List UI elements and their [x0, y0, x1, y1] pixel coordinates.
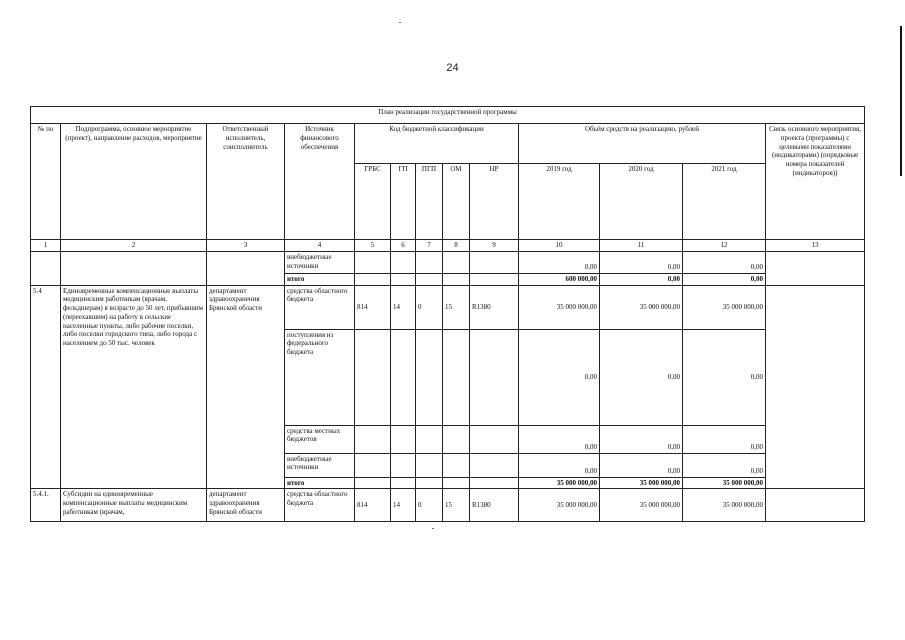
table-row [31, 251, 865, 273]
header-om: ОМ [443, 164, 470, 240]
cell-gp: 14 [391, 285, 416, 329]
cell-value-2021: 35 000 000,00 [683, 285, 766, 329]
cell-value-2019: 0,00 [519, 425, 600, 453]
cell-value-2020: 0,00 [600, 453, 683, 477]
cell-source-total: итого [285, 477, 355, 489]
cell-grbs: 814 [355, 489, 391, 522]
cell-value-2021: 0,00 [683, 273, 766, 285]
cell-source: внебюджетные источники [285, 453, 355, 477]
table-title: План реализации государственной программы [31, 107, 865, 124]
cell-name: Субсидии на единовременные компенсационные выплаты медицинским работникам (врачам, [61, 489, 207, 522]
header-budget-code: Код бюджетной классификации [355, 124, 519, 164]
cell-responsible: департамент здравоохранения Брянской области [207, 489, 285, 522]
cell-name: Единовременные компенсационные выплаты медицинским работникам (врачам, фельдшерам) в возрасте до 50 лет, прибывшим (переехавшим) на работу в сельские населенные пункты, либо рабочие поселки, либо поселки городского типа, либо города с населением до 50 тыс. человек [61, 285, 207, 489]
col-number: 4 [285, 240, 355, 252]
header-2019: 2019 год [519, 164, 600, 240]
cell-name-empty [61, 251, 207, 285]
table-row [31, 285, 865, 329]
page-number: 24 [446, 62, 459, 74]
cell-nr: R1380 [470, 489, 519, 522]
cell-value-2019: 600 000,00 [519, 273, 600, 285]
cell-value-2019: 0,00 [519, 329, 600, 425]
cell-responsible: департамент здравоохранения Брянской области [207, 285, 285, 489]
header-link: Связь основного мероприятия, проекта (программы) с целевыми показателями (индикаторами) (порядковые номера показателей (индикаторов)) [766, 124, 865, 240]
col-number: 6 [391, 240, 416, 252]
cell-num-empty [31, 251, 61, 285]
scan-speck [399, 22, 401, 23]
header-num: № по [31, 124, 61, 240]
header-2021: 2021 год [683, 164, 766, 240]
cell-source: средства областного бюджета [285, 285, 355, 329]
header-2020: 2020 год [600, 164, 683, 240]
cell-gp: 14 [391, 489, 416, 522]
cell-value-2020: 0,00 [600, 273, 683, 285]
cell-link-empty [766, 251, 865, 285]
cell-source: средства областного бюджета [285, 489, 355, 522]
cell-value-2020: 35 000 000,00 [600, 477, 683, 489]
col-number: 13 [766, 240, 865, 252]
cell-source-total: итого [285, 273, 355, 285]
col-number: 3 [207, 240, 285, 252]
col-number: 1 [31, 240, 61, 252]
header-volume: Объём средств на реализацию, рублей [519, 124, 766, 164]
cell-value-2020: 35 000 000,00 [600, 285, 683, 329]
cell-value-2019: 0,00 [519, 453, 600, 477]
cell-value-2019: 0,00 [519, 251, 600, 273]
cell-source: поступления из федерального бюджета [285, 329, 355, 425]
cell-nr: R1380 [470, 285, 519, 329]
col-number: 11 [600, 240, 683, 252]
scan-speck [432, 528, 434, 529]
header-gp: ГП [391, 164, 416, 240]
cell-value-2020: 0,00 [600, 251, 683, 273]
cell-link-empty [766, 285, 865, 489]
cell-responsible-empty [207, 251, 285, 285]
cell-link-empty [766, 489, 865, 522]
header-responsible: Ответственный исполнитель, соисполнитель [207, 124, 285, 240]
header-grbs: ГРБС [355, 164, 391, 240]
col-number: 9 [470, 240, 519, 252]
cell-value-2019: 35 000 000,00 [519, 285, 600, 329]
table-row [31, 489, 865, 522]
cell-value-2021: 0,00 [683, 329, 766, 425]
cell-pgp: 0 [416, 489, 443, 522]
program-implementation-table [30, 106, 865, 522]
cell-source: внебюджетные источники [285, 251, 355, 273]
col-number: 2 [61, 240, 207, 252]
cell-source: средства местных бюджетов [285, 425, 355, 453]
cell-value-2021: 35 000 000,00 [683, 477, 766, 489]
col-number: 10 [519, 240, 600, 252]
cell-value-2020: 35 000 000,00 [600, 489, 683, 522]
cell-pgp: 0 [416, 285, 443, 329]
cell-value-2021: 0,00 [683, 425, 766, 453]
col-number: 7 [416, 240, 443, 252]
header-nr: НР [470, 164, 519, 240]
page-edge-mark [900, 26, 902, 176]
col-number: 8 [443, 240, 470, 252]
cell-grbs: 814 [355, 285, 391, 329]
cell-value-2021: 0,00 [683, 251, 766, 273]
cell-value-2020: 0,00 [600, 329, 683, 425]
cell-value-2021: 35 000 000,00 [683, 489, 766, 522]
cell-value-2019: 35 000 000,00 [519, 489, 600, 522]
header-subprogram: Подпрограмма, основное мероприятие (проект), направление расходов, мероприятие [61, 124, 207, 240]
cell-value-2020: 0,00 [600, 425, 683, 453]
col-number: 12 [683, 240, 766, 252]
cell-om: 15 [443, 285, 470, 329]
cell-om: 15 [443, 489, 470, 522]
cell-num: 5.4 [31, 285, 61, 489]
col-number: 5 [355, 240, 391, 252]
cell-value-2019: 35 000 000,00 [519, 477, 600, 489]
cell-value-2021: 0,00 [683, 453, 766, 477]
header-pgp: ПГП [416, 164, 443, 240]
header-source: Источник финансового обеспечения [285, 124, 355, 240]
cell-num: 5.4.1. [31, 489, 61, 522]
